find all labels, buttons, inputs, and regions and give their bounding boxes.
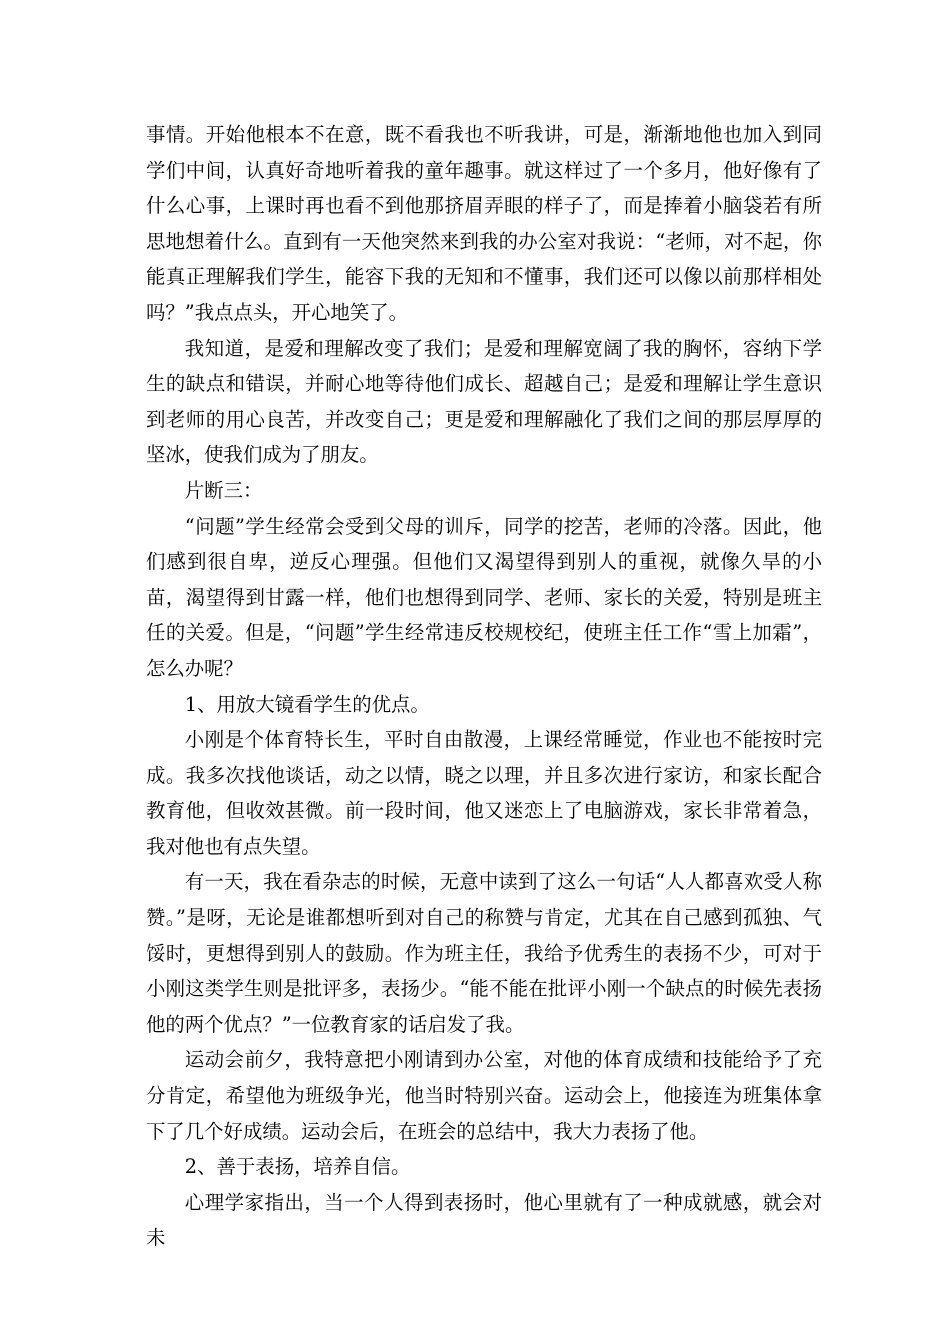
section-heading: 片断三： — [184, 478, 263, 502]
paragraph-2: 我知道，是爱和理解改变了我们；是爱和理解宽阔了我的胸怀，容纳下学生的缺点和错误，并耐心地等待他们成长、超越自己；是爱和理解让学生意识到老师的用心良苦，并改变自己；更是爱和理解融化了我们之间的那层厚厚的坚冰，使我们成为了朋友。 — [146, 336, 822, 467]
paragraph-6: 运动会前夕，我特意把小刚请到办公室，对他的体育成绩和技能给予了充分肯定，希望他为班级争光，他当时特别兴奋。运动会上，他接连为班集体拿下了几个好成绩。运动会后，在班会的总结中，我大力表扬了他。 — [146, 1048, 822, 1143]
paragraph-4: 小刚是个体育特长生，平时自由散漫，上课经常睡觉，作业也不能按时完成。我多次找他谈话，动之以情，晓之以理，并且多次进行家访，和家长配合教育他，但收效甚微。前一段时间，他又迷恋上了电脑游戏，家长非常着急，我对他也有点失望。 — [146, 728, 822, 858]
subheading-1: 1、用放大镜看学生的优点。 — [184, 692, 430, 716]
subheading-2: 2、善于表扬，培养自信。 — [184, 1155, 411, 1179]
paragraph-5: 有一天，我在看杂志的时候，无意中读到了这么一句话“人人都喜欢受人称赞。”是呀，无论是谁都想听到对自己的称赞与肯定，尤其在自己感到孤独、气馁时，更想得到别人的鼓励。作为班主任，我给予优秀生的表扬不少，可对于小刚这类学生则是批评多，表扬少。“能不能在批评小刚一个缺点的时候先表扬他的两个优点？”一位教育家的话启发了我。 — [146, 870, 822, 1036]
paragraph-1: 事情。开始他根本不在意，既不看我也不听我讲，可是，渐渐地他也加入到同学们中间，认真好奇地听着我的童年趣事。就这样过了一个多月，他好像有了什么心事，上课时再也看不到他那挤眉弄眼的样子了，而是捧着小脑袋若有所思地想着什么。直到有一天他突然来到我的办公室对我说：“老师，对不起，你能真正理解我们学生，能容下我的无知和不懂事，我们还可以像以前那样相处吗？”我点点头，开心地笑了。 — [146, 123, 822, 324]
paragraph-3: “问题”学生经常会受到父母的训斥，同学的挖苦，老师的冷落。因此，他们感到很自卑，逆反心理强。但他们又渴望得到别人的重视，就像久旱的小苗，渴望得到甘露一样，他们也想得到同学、老师、家长的关爱，特别是班主任的关爱。但是，“问题”学生经常违反校规校纪，使班主任工作“雪上加霜”，怎么办呢？ — [146, 514, 822, 680]
document-body — [146, 117, 822, 1256]
paragraph-7: 心理学家指出，当一个人得到表扬时，他心里就有了一种成就感，就会对未 — [146, 1190, 822, 1250]
